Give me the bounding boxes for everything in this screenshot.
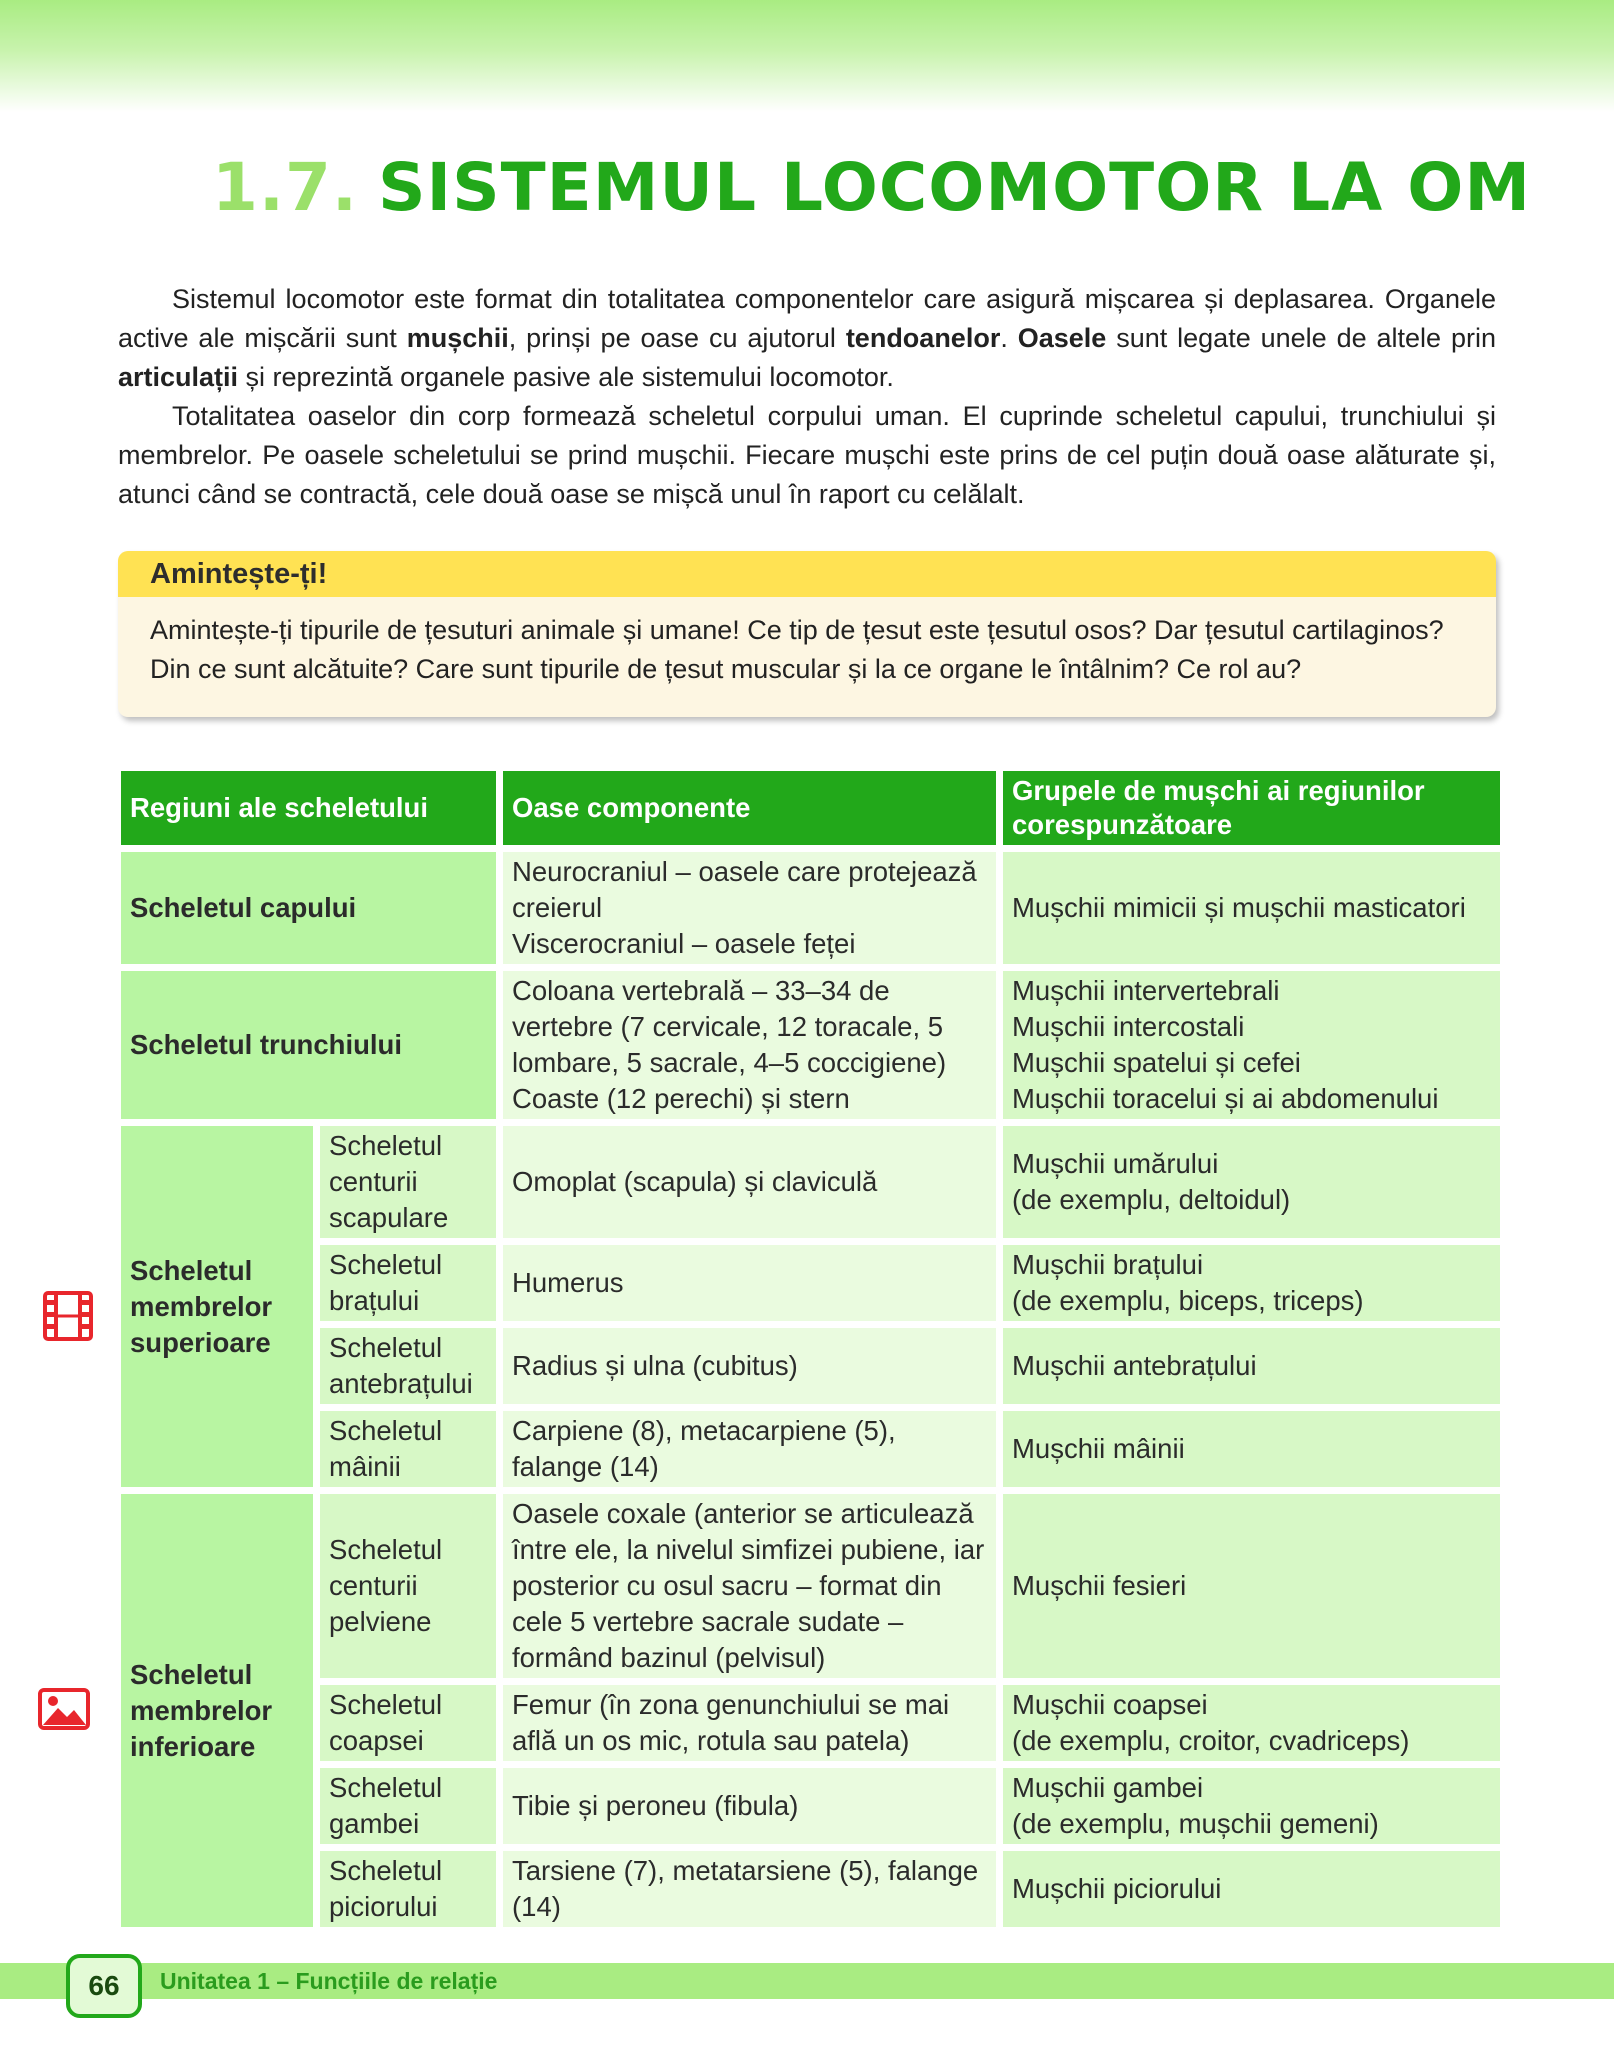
- term-oasele: Oasele: [1017, 323, 1107, 353]
- muscles-line: Mușchii intercostali: [1012, 1011, 1245, 1042]
- bones-line: Coaste (12 perechi) și stern: [512, 1083, 850, 1114]
- intro-paragraph-1: [118, 280, 1496, 397]
- muscles-line: Mușchii spatelui și cefei: [1012, 1047, 1301, 1078]
- muscles-cell: [1003, 1768, 1500, 1844]
- subregion-cell: Scheletul brațului: [320, 1245, 496, 1321]
- bones-line: Viscerocraniul – oasele feței: [512, 928, 856, 959]
- table-row: [121, 1411, 1500, 1487]
- table-row: [121, 971, 1500, 1119]
- table-row: [121, 1126, 1500, 1238]
- bones-cell: Humerus: [503, 1245, 996, 1321]
- region-lower-limbs: Scheletul membrelor inferioare: [121, 1494, 313, 1927]
- muscles-cell: Mușchii fesieri: [1003, 1494, 1500, 1678]
- table-row: [121, 1851, 1500, 1927]
- bones-cell: Oasele coxale (anterior se articulează între ele, la nivelul simfizei pubiene, iar posterior cu osul sacru – format din cele 5 vertebre sacrale sudate – formând bazinul (pelvisul): [503, 1494, 996, 1678]
- intro-text: [118, 280, 1496, 514]
- remember-box: [118, 551, 1496, 717]
- term-articulatii: articulații: [118, 362, 239, 392]
- muscles-line: Mușchii toracelui și ai abdomenului: [1012, 1083, 1439, 1114]
- table-row: [121, 1494, 1500, 1678]
- muscles-cell: [1003, 1685, 1500, 1761]
- muscles-cell: [1003, 1245, 1500, 1321]
- text-run: Sistemul locomotor este format din totalitatea componentelor care asigură mișcarea și deplasarea. Organele active ale mișcării sunt: [118, 284, 1496, 353]
- muscles-cell: [1003, 1126, 1500, 1238]
- skeleton-table: [114, 764, 1507, 1934]
- table-row: [121, 1245, 1500, 1321]
- bones-cell: Tarsiene (7), metatarsiene (5), falange (14): [503, 1851, 996, 1927]
- bones-cell: [503, 852, 996, 964]
- muscles-cell: Mușchii mimicii și mușchii masticatori: [1003, 852, 1500, 964]
- table-row: [121, 1768, 1500, 1844]
- page-number: 66: [66, 1954, 142, 2018]
- subregion-cell: Scheletul piciorului: [320, 1851, 496, 1927]
- muscles-line: (de exemplu, mușchii gemeni): [1012, 1808, 1379, 1839]
- subregion-cell: Scheletul antebrațului: [320, 1328, 496, 1404]
- section-title: SISTEMUL LOCOMOTOR LA OM: [378, 149, 1531, 226]
- muscles-line: Mușchii intervertebrali: [1012, 975, 1280, 1006]
- muscles-line: (de exemplu, deltoidul): [1012, 1184, 1291, 1215]
- subregion-cell: Scheletul mâinii: [320, 1411, 496, 1487]
- table-row: [121, 852, 1500, 964]
- film-icon[interactable]: [42, 1290, 94, 1342]
- bones-cell: Radius și ulna (cubitus): [503, 1328, 996, 1404]
- top-band: [0, 0, 1614, 112]
- bones-cell: Tibie și peroneu (fibula): [503, 1768, 996, 1844]
- subregion-cell: Scheletul coapsei: [320, 1685, 496, 1761]
- muscles-line: (de exemplu, croitor, cvadriceps): [1012, 1725, 1410, 1756]
- bones-cell: [503, 971, 996, 1119]
- footer-unit-label: Unitatea 1 – Funcțiile de relație: [160, 1968, 498, 1994]
- picture-icon[interactable]: [38, 1688, 90, 1730]
- subregion-cell: Scheletul gambei: [320, 1768, 496, 1844]
- table-row: [121, 1328, 1500, 1404]
- remember-body: Amintește-ți tipurile de țesuturi animale și umane! Ce tip de țesut este țesutul osos? Dar țesutul cartilaginos? Din ce sunt alcătuite? Care sunt tipurile de țesut muscular și la ce organe le întâlnim? Ce rol au?: [150, 615, 1444, 684]
- muscles-cell: [1003, 971, 1500, 1119]
- subregion-cell: Scheletul centurii pelviene: [320, 1494, 496, 1678]
- page-title: [212, 148, 1531, 228]
- muscles-cell: Mușchii mâinii: [1003, 1411, 1500, 1487]
- text-run: .: [1000, 323, 1018, 353]
- text-run: sunt legate unele de altele prin: [1106, 323, 1496, 353]
- bones-line: Coloana vertebrală – 33–34 de vertebre (7 cervicale, 12 toracale, 5 lombare, 5 sacrale, 4–5 coccigiene): [512, 975, 947, 1078]
- text-run: , prinși pe oase cu ajutorul: [508, 323, 846, 353]
- term-muschii: mușchii: [406, 323, 509, 353]
- muscles-line: (de exemplu, biceps, triceps): [1012, 1285, 1364, 1316]
- muscles-cell: Mușchii piciorului: [1003, 1851, 1500, 1927]
- muscles-line: Mușchii coapsei: [1012, 1689, 1208, 1720]
- intro-paragraph-2: Totalitatea oaselor din corp formează scheletul corpului uman. El cuprinde scheletul capului, trunchiului și membrelor. Pe oasele scheletului se prind mușchii. Fiecare mușchi este prins de cel puțin două oase alăturate și, atunci când se contractă, cele două oase se mișcă unul în raport cu celălalt.: [118, 401, 1496, 509]
- text-run: și reprezintă organele pasive ale sistemului locomotor.: [238, 362, 894, 392]
- table-row: [121, 1685, 1500, 1761]
- region-head: Scheletul capului: [121, 852, 496, 964]
- remember-heading: Amintește-ți!: [118, 551, 1496, 597]
- subregion-cell: Scheletul centurii scapulare: [320, 1126, 496, 1238]
- bones-cell: Omoplat (scapula) și claviculă: [503, 1126, 996, 1238]
- header-bones: Oase componente: [503, 771, 996, 845]
- bones-line: Neurocraniul – oasele care protejează creierul: [512, 856, 977, 923]
- bones-cell: Femur (în zona genunchiului se mai află un os mic, rotula sau patela): [503, 1685, 996, 1761]
- section-number: 1.7.: [212, 149, 358, 226]
- region-upper-limbs: Scheletul membrelor superioare: [121, 1126, 313, 1487]
- header-muscles: Grupele de mușchi ai regiunilor corespunzătoare: [1003, 771, 1500, 845]
- region-trunk: Scheletul trunchiului: [121, 971, 496, 1119]
- muscles-cell: Mușchii antebrațului: [1003, 1328, 1500, 1404]
- muscles-line: Mușchii umărului: [1012, 1148, 1219, 1179]
- muscles-line: Mușchii gambei: [1012, 1772, 1204, 1803]
- table-header-row: [121, 771, 1500, 845]
- muscles-line: Mușchii brațului: [1012, 1249, 1204, 1280]
- bones-cell: Carpiene (8), metacarpiene (5), falange (14): [503, 1411, 996, 1487]
- header-regions: Regiuni ale scheletului: [121, 771, 496, 845]
- term-tendoane: tendoanelor: [845, 323, 1001, 353]
